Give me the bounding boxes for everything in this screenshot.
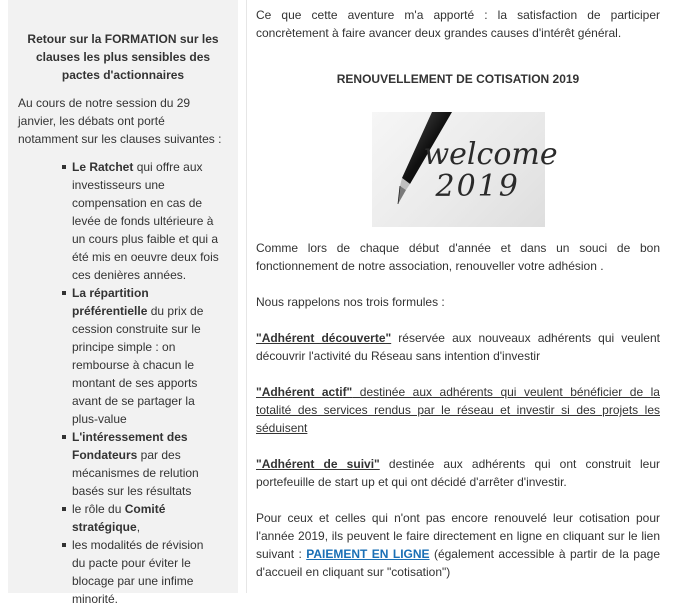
clause-list xyxy=(18,158,228,608)
formula-actif xyxy=(256,383,660,437)
clause-text: par des mécanismes de relution basés sur les résultats xyxy=(72,448,199,498)
clause-text: du prix de cession construite sur le principe simple : on rembourse à chacun le montant de ses apports avant de se partager la plus-value xyxy=(72,304,204,426)
formula-suivi xyxy=(256,455,660,491)
left-sidebar xyxy=(8,0,238,606)
main-content xyxy=(256,0,660,593)
formula-text: destinée aux adhérents qui ont construit leur portefeuille de start up et qui ont décidé d'arrêter d'investir. xyxy=(256,457,661,489)
list-item xyxy=(72,536,220,608)
payment-link[interactable]: PAIEMENT EN LIGNE xyxy=(306,547,430,561)
formation-title: Retour sur la FORMATION sur les clauses les plus sensibles des pactes d'actionnaires xyxy=(27,32,219,82)
welcome-2019-image xyxy=(372,112,558,227)
list-item xyxy=(72,428,220,500)
formula-text: destinée aux adhérents qui veulent bénéficier de la totalité des services rendus par le réseau et investir si des projets les séduisent xyxy=(256,385,660,435)
list-item xyxy=(72,158,220,284)
formulas-intro: Nous rappelons nos trois formules : xyxy=(256,295,445,309)
clause-text: les modalités de révision du pacte pour éviter le blocage par une infime minorité. xyxy=(72,538,204,606)
clause-name: L'intéressement des Fondateurs xyxy=(72,430,188,462)
clause-name: Comité stratégique xyxy=(72,502,166,534)
list-item xyxy=(72,284,220,428)
closing-paragraph xyxy=(256,509,660,581)
clause-prefix: le rôle du xyxy=(72,502,125,516)
clause-name: Le Ratchet xyxy=(72,160,134,174)
clause-text: , xyxy=(136,520,141,534)
section-title: RENOUVELLEMENT DE COTISATION 2019 xyxy=(336,72,580,86)
year-text: 2019 xyxy=(435,169,520,204)
closing-text: Pour ceux et celles qui n'ont pas encore renouvelé leur cotisation pour l'année 2019, ils peuvent le faire directement en ligne en cliquant sur le lien suivant : xyxy=(256,511,660,561)
formula-name: "Adhérent de suivi" xyxy=(256,457,380,471)
renew-paragraph: Comme lors de chaque début d'année et dans un souci de bon fonctionnement de notre association, renouveller votre adhésion . xyxy=(256,241,660,273)
apport-paragraph: Ce que cette aventure m'a apporté : la satisfaction de participer concrètement à faire avancer deux grandes causes d'intérêt général. xyxy=(256,8,660,40)
formula-name: "Adhérent actif" xyxy=(256,385,353,399)
formula-decouverte xyxy=(256,329,660,365)
column-divider xyxy=(246,0,247,593)
formula-text: réservée aux nouveaux adhérents qui veulent découvrir l'activité du Réseau sans intention d'investir xyxy=(256,331,660,363)
clause-name: La répartition préférentielle xyxy=(72,286,149,318)
list-item xyxy=(72,500,220,536)
closing-text-2: (également accessible à partir de la page d'accueil en cliquant sur "cotisation") xyxy=(256,547,660,579)
formation-intro: Au cours de notre session du 29 janvier, les débats ont porté notamment sur les clauses suivantes : xyxy=(18,96,222,146)
formula-name: "Adhérent découverte" xyxy=(256,331,392,345)
clause-text: qui offre aux investisseurs une compensation en cas de levée de fonds ultérieure à un cours plus faible et qui a été mis en oeuvre deux fois ces denières années. xyxy=(72,160,219,282)
welcome-text: welcome xyxy=(423,137,558,172)
